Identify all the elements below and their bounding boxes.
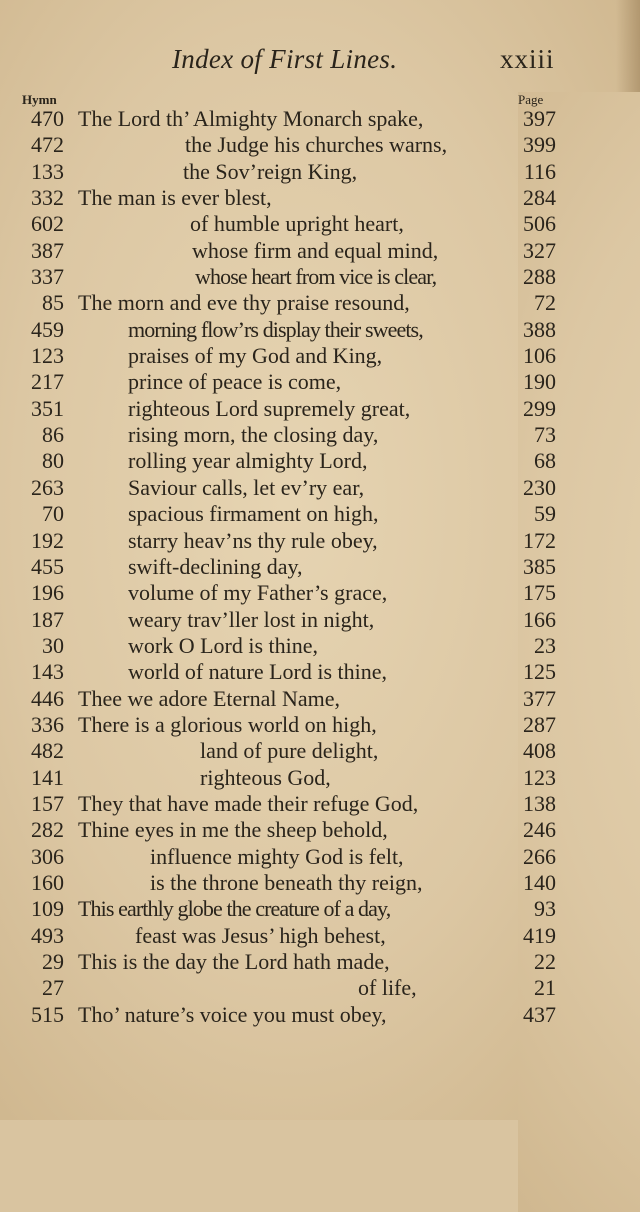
page-reference: 23 <box>534 632 556 658</box>
page-reference: 397 <box>523 106 556 131</box>
index-entry-row <box>0 211 640 237</box>
hymn-number: 482 <box>31 738 64 764</box>
page-column-heading: Page <box>518 92 640 1212</box>
page-reference: 385 <box>523 553 556 579</box>
index-entry-row <box>0 607 640 633</box>
page-reference: 246 <box>523 817 556 843</box>
hymn-number: 192 <box>31 527 64 553</box>
page-reference: 437 <box>523 1001 556 1027</box>
page-reference: 68 <box>534 448 556 474</box>
index-entry-row <box>0 659 640 685</box>
hymn-column-heading: Hymn <box>22 92 57 107</box>
hymn-number: 332 <box>31 185 64 211</box>
first-line-text: influence mighty God is felt, <box>150 843 404 869</box>
page-reference: 22 <box>534 949 556 974</box>
index-entry-row <box>0 106 640 132</box>
first-line-text: The morn and eve thy praise resound, <box>78 290 410 316</box>
first-line-text: is the throne beneath thy reign, <box>150 869 423 895</box>
first-line-text: morning flow’rs display their sweets, <box>128 316 423 342</box>
hymn-number: 141 <box>31 764 64 790</box>
hymn-number: 472 <box>31 132 64 158</box>
first-line-text: whose firm and equal mind, <box>192 237 439 263</box>
index-entry-row <box>0 923 640 949</box>
first-line-text: whose heart from vice is clear, <box>195 264 437 290</box>
first-line-text: rising morn, the closing day, <box>128 422 379 448</box>
first-line-text: This earthly globe the creature of a day, <box>78 896 391 922</box>
index-entry-row <box>0 580 640 606</box>
page-reference: 123 <box>523 764 556 790</box>
first-line-text: Thine eyes in me the sheep behold, <box>78 817 388 843</box>
first-line-text: Tho’ nature’s voice you must obey, <box>78 1001 387 1027</box>
index-entry-row <box>0 975 640 1001</box>
hymn-number: 109 <box>31 896 64 922</box>
first-line-text: starry heav’ns thy rule obey, <box>128 527 378 553</box>
page-reference: 288 <box>523 264 556 290</box>
page-reference: 287 <box>523 711 556 737</box>
index-entry-row <box>0 870 640 896</box>
hymn-number: 387 <box>31 237 64 263</box>
index-entry-row <box>0 448 640 474</box>
first-line-text: volume of my Father’s grace, <box>128 580 388 606</box>
hymn-number: 493 <box>31 922 64 948</box>
index-entry-row <box>0 185 640 211</box>
hymn-number: 30 <box>42 632 64 658</box>
first-line-text: weary trav’ller lost in night, <box>128 606 375 632</box>
index-entry-row <box>0 949 640 975</box>
page-number: xxiii <box>500 44 555 74</box>
index-entry-row <box>0 132 640 158</box>
index-entry-row <box>0 765 640 791</box>
hymn-number: 80 <box>42 448 64 474</box>
page-reference: 327 <box>523 237 556 263</box>
first-line-text: righteous God, <box>200 764 331 790</box>
index-entry-row <box>0 159 640 185</box>
hymn-number: 515 <box>31 1001 64 1027</box>
index-entry-row <box>0 844 640 870</box>
first-line-text: the Sov’reign King, <box>183 158 358 184</box>
first-line-text: work O Lord is thine, <box>128 632 319 658</box>
hymn-number: 196 <box>31 580 64 606</box>
index-entry-row <box>0 475 640 501</box>
hymn-number: 455 <box>31 553 64 579</box>
hymn-number: 143 <box>31 659 64 685</box>
index-entry-row <box>0 1002 640 1028</box>
index-entry-row <box>0 817 640 843</box>
hymn-number: 306 <box>31 843 64 869</box>
first-line-text: There is a glorious world on high, <box>78 711 377 737</box>
hymn-number: 282 <box>31 817 64 843</box>
first-line-text: The man is ever blest, <box>78 185 272 211</box>
first-line-text: The Lord th’ Almighty Monarch spake, <box>78 106 424 131</box>
index-entry-row <box>0 369 640 395</box>
first-line-text: spacious firmament on high, <box>128 501 379 527</box>
first-line-text: the Judge his churches warns, <box>185 132 448 158</box>
page-reference: 230 <box>523 474 556 500</box>
page-reference: 106 <box>523 343 556 369</box>
page-reference: 73 <box>534 422 556 448</box>
index-entry-row <box>0 343 640 369</box>
page-reference: 166 <box>523 606 556 632</box>
index-entry-row <box>0 686 640 712</box>
first-line-text: They that have made their refuge God, <box>78 790 419 816</box>
page-reference: 138 <box>523 790 556 816</box>
running-title: Index of First Lines. <box>172 44 398 74</box>
page-reference: 284 <box>523 185 556 211</box>
first-line-text: Thee we adore Eternal Name, <box>78 685 341 711</box>
hymn-number: 27 <box>42 975 64 1001</box>
hymn-number: 123 <box>31 343 64 369</box>
hymn-number: 70 <box>42 501 64 527</box>
index-entry-row <box>0 396 640 422</box>
first-line-text: swift-declining day, <box>128 553 303 579</box>
hymn-number: 336 <box>31 711 64 737</box>
hymn-number: 459 <box>31 316 64 342</box>
running-header <box>0 44 640 84</box>
hymn-number: 157 <box>31 790 64 816</box>
index-entry-row <box>0 791 640 817</box>
page-reference: 21 <box>534 975 556 1001</box>
first-line-text: of life, <box>358 975 417 1001</box>
first-line-text: praises of my God and King, <box>128 343 383 369</box>
hymn-number: 602 <box>31 211 64 237</box>
page-reference: 408 <box>523 738 556 764</box>
index-entry-row <box>0 264 640 290</box>
hymn-number: 337 <box>31 264 64 290</box>
index-entry-row <box>0 554 640 580</box>
hymn-number: 263 <box>31 474 64 500</box>
hymn-number: 470 <box>31 106 64 131</box>
hymn-number: 86 <box>42 422 64 448</box>
hymn-number: 217 <box>31 369 64 395</box>
page-reference: 388 <box>523 316 556 342</box>
index-entry-row <box>0 896 640 922</box>
page-reference: 266 <box>523 843 556 869</box>
first-line-text: Saviour calls, let ev’ry ear, <box>128 474 365 500</box>
page-reference: 506 <box>523 211 556 237</box>
hymn-number: 85 <box>42 290 64 316</box>
page-reference: 93 <box>534 896 556 922</box>
hymn-number: 187 <box>31 606 64 632</box>
page-reference: 59 <box>534 501 556 527</box>
page-reference: 190 <box>523 369 556 395</box>
page-reference: 116 <box>523 158 556 184</box>
page-reference: 399 <box>523 132 556 158</box>
first-line-text: This is the day the Lord hath made, <box>78 949 390 974</box>
first-line-text: prince of peace is come, <box>128 369 342 395</box>
page-reference: 299 <box>523 395 556 421</box>
hymn-number: 160 <box>31 869 64 895</box>
page-reference: 419 <box>523 922 556 948</box>
hymn-number: 133 <box>31 158 64 184</box>
page-reference: 140 <box>523 869 556 895</box>
first-line-text: righteous Lord supremely great, <box>128 395 411 421</box>
index-entry-row <box>0 422 640 448</box>
hymn-number: 446 <box>31 685 64 711</box>
hymn-number: 29 <box>42 949 64 974</box>
index-entry-row <box>0 712 640 738</box>
index-entry-row <box>0 238 640 264</box>
index-entry-row <box>0 501 640 527</box>
page-reference: 72 <box>534 290 556 316</box>
index-entries <box>0 106 640 1028</box>
first-line-text: world of nature Lord is thine, <box>128 659 388 685</box>
index-entry-row <box>0 290 640 316</box>
index-entry-row <box>0 738 640 764</box>
index-entry-row <box>0 317 640 343</box>
page-reference: 125 <box>523 659 556 685</box>
index-entry-row <box>0 528 640 554</box>
first-line-text: land of pure delight, <box>200 738 379 764</box>
page-reference: 377 <box>523 685 556 711</box>
first-line-text: rolling year almighty Lord, <box>128 448 368 474</box>
page-reference: 175 <box>523 580 556 606</box>
page-reference: 172 <box>523 527 556 553</box>
hymn-number: 351 <box>31 395 64 421</box>
first-line-text: of humble upright heart, <box>190 211 404 237</box>
first-line-text: feast was Jesus’ high behest, <box>135 922 386 948</box>
index-entry-row <box>0 633 640 659</box>
